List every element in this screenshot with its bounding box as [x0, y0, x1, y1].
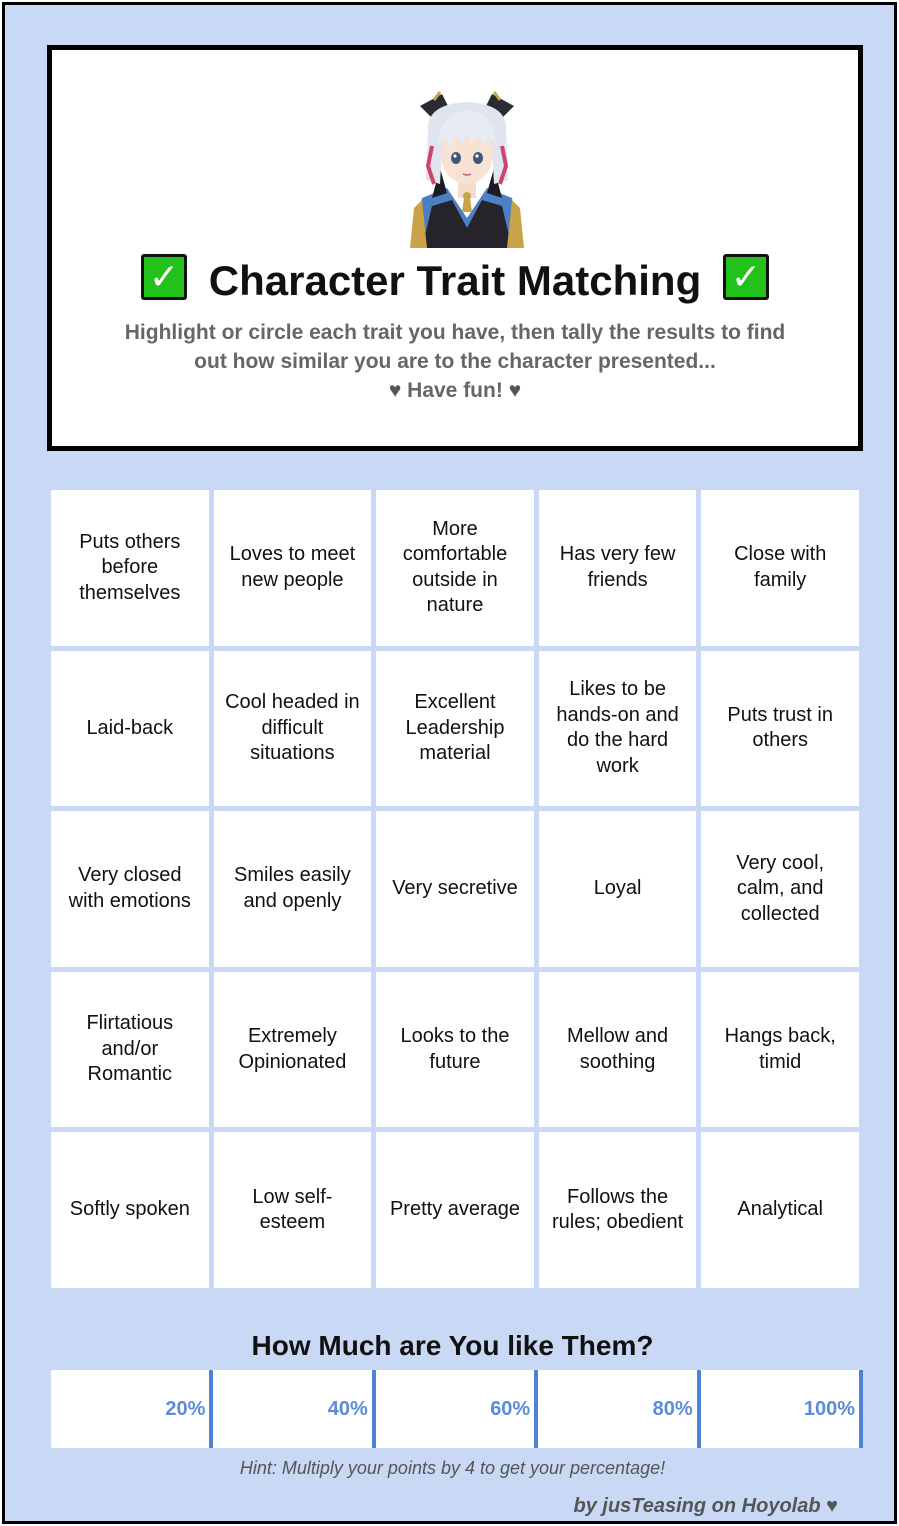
- credit-line: [573, 1495, 838, 1518]
- trait-cell[interactable]: Extremely Opinionated: [214, 972, 372, 1128]
- have-fun-line: [82, 376, 828, 405]
- trait-cell[interactable]: Very closed with emotions: [51, 811, 209, 967]
- instructions-line-1: Highlight or circle each trait you have, then tally the results to find: [124, 321, 786, 344]
- trait-cell[interactable]: More comfortable outside in nature: [376, 490, 534, 646]
- trait-cell[interactable]: Puts trust in others: [701, 651, 859, 807]
- result-question: How Much are You like Them?: [251, 1330, 654, 1361]
- character-portrait: [392, 88, 542, 248]
- percentage-scale: [51, 1367, 863, 1451]
- trait-cell[interactable]: Follows the rules; obedient: [539, 1132, 697, 1288]
- instructions-line-2: out how similar you are to the character presented...: [194, 350, 716, 373]
- trait-cell[interactable]: Looks to the future: [376, 972, 534, 1128]
- trait-cell[interactable]: Cool headed in difficult situations: [214, 651, 372, 807]
- trait-cell[interactable]: Very cool, calm, and collected: [701, 811, 859, 967]
- heart-icon: ♥: [826, 1495, 838, 1517]
- trait-cell[interactable]: Hangs back, timid: [701, 972, 859, 1128]
- trait-cell[interactable]: Close with family: [701, 490, 859, 646]
- trait-cell[interactable]: Has very few friends: [539, 490, 697, 646]
- trait-cell[interactable]: Likes to be hands-on and do the hard work: [539, 651, 697, 807]
- trait-cell[interactable]: Mellow and soothing: [539, 972, 697, 1128]
- trait-cell[interactable]: Very secretive: [376, 811, 534, 967]
- scale-segment-60[interactable]: 60%: [376, 1370, 538, 1448]
- scale-segment-100[interactable]: 100%: [701, 1370, 863, 1448]
- instructions: [82, 318, 828, 405]
- scale-segment-20[interactable]: 20%: [51, 1370, 213, 1448]
- title-text: Character Trait Matching: [208, 256, 702, 304]
- header-card: [47, 45, 863, 451]
- checkmark-icon: ✓: [723, 254, 769, 300]
- trait-cell[interactable]: Pretty average: [376, 1132, 534, 1288]
- trait-grid: [51, 490, 859, 1288]
- trait-cell[interactable]: Puts others before themselves: [51, 490, 209, 646]
- trait-cell[interactable]: Excellent Leadership material: [376, 651, 534, 807]
- heart-icon: ♥: [508, 379, 522, 402]
- page-title: [52, 254, 858, 305]
- heart-icon: ♥: [388, 379, 402, 402]
- trait-cell[interactable]: Flirtatious and/or Romantic: [51, 972, 209, 1128]
- credit-text: by jusTeasing on Hoyolab: [573, 1495, 821, 1517]
- page-frame: [2, 2, 897, 1524]
- checkmark-icon: ✓: [141, 254, 187, 300]
- scale-segment-40[interactable]: 40%: [213, 1370, 375, 1448]
- trait-cell[interactable]: Loyal: [539, 811, 697, 967]
- trait-cell[interactable]: Loves to meet new people: [214, 490, 372, 646]
- trait-cell[interactable]: Laid-back: [51, 651, 209, 807]
- hint-text: Hint: Multiply your points by 4 to get your percentage!: [239, 1458, 666, 1478]
- trait-cell[interactable]: Analytical: [701, 1132, 859, 1288]
- trait-cell[interactable]: Smiles easily and openly: [214, 811, 372, 967]
- trait-cell[interactable]: Low self-esteem: [214, 1132, 372, 1288]
- trait-cell[interactable]: Softly spoken: [51, 1132, 209, 1288]
- scale-segment-80[interactable]: 80%: [538, 1370, 700, 1448]
- have-fun-text: Have fun!: [407, 379, 503, 402]
